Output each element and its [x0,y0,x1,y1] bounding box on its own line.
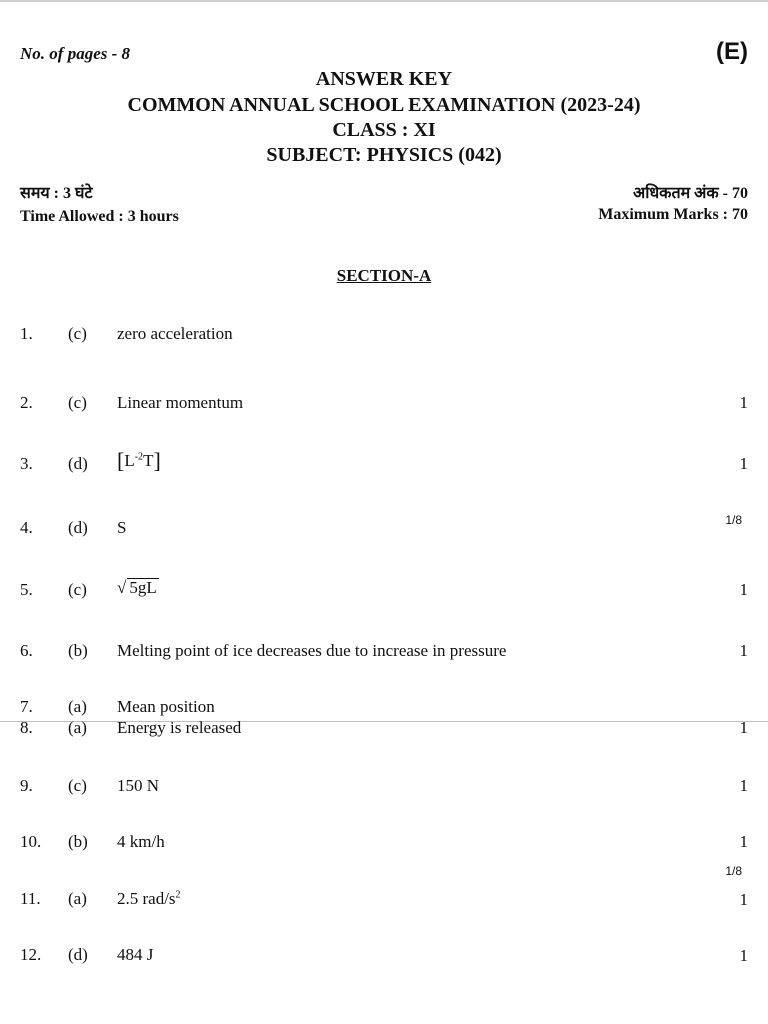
time-hindi: समय : 3 घंटे [20,185,93,202]
answer-option: (b) [68,641,88,660]
question-number: 9. [20,776,33,795]
answer-option: (d) [68,454,88,473]
page-fold-line [0,721,768,722]
answer-mark: 1 [739,641,748,660]
bracket-open: [ [117,448,125,473]
question-number: 3. [20,454,33,473]
answer-mark: 1 [739,454,748,473]
answer-text: 2.5 rad/$s^2$ [117,889,181,908]
answer-mark: 1 [739,946,748,965]
answer-text: 150 N [117,776,160,795]
exam-name: COMMON ANNUAL SCHOOL EXAMINATION (2023-24) [127,94,641,116]
answer-text: Melting point of ice decreases due to increase in pressure [117,641,507,660]
answer-mark: 1 [739,832,748,851]
class-label: CLASS : XI [332,119,436,141]
answer-text: S [117,518,127,537]
answer-option: (b) [68,832,88,851]
question-number: 5. [20,580,33,599]
bracket-close: ] [153,448,161,473]
question-number: 4. [20,518,33,537]
paper-code: (E) [716,38,748,65]
sqrt-icon: √ [117,578,127,597]
answer-mark: 1 [739,776,748,795]
answer-text: 4 km/h [117,832,165,851]
answer-option: (a) [68,718,87,737]
margin-note: 1/8 [725,513,742,527]
answer-option: (c) [68,776,87,795]
section-heading: SECTION-A [336,266,432,285]
answer-formula: √ 5gL [117,578,157,597]
time-allowed: Time Allowed : 3 hours [20,208,179,225]
answer-option: (d) [68,945,88,964]
answer-mark: 1 [739,718,748,737]
answer-text: Energy is released [117,718,242,737]
answer-option: (d) [68,518,88,537]
maximum-marks: Maximum Marks : 70 [598,206,748,223]
margin-note: 1/8 [725,864,742,878]
answer-mark: 1 [739,580,748,599]
question-number: 10. [20,832,42,851]
answer-option: (a) [68,697,87,716]
question-number: 8. [20,718,33,737]
question-number: 6. [20,641,33,660]
answer-text: Linear momentum [117,393,244,412]
top-edge [0,0,768,2]
answer-text: zero acceleration [117,324,233,343]
doc-title: ANSWER KEY [315,68,453,90]
answer-mark: 1 [739,393,748,412]
question-number: 12. [20,945,42,964]
answer-mark: 1 [739,890,748,909]
answer-option: (c) [68,393,87,412]
answer-text: 484 J [117,945,154,964]
question-number: 7. [20,697,33,716]
subject-label: SUBJECT: PHYSICS (042) [266,144,502,166]
question-number: 1. [20,324,33,343]
answer-text: Mean position [117,697,215,716]
answer-option: (c) [68,580,87,599]
answer-option: (a) [68,889,87,908]
marks-hindi: अधिकतम अंक - 70 [632,185,748,202]
answer-formula: $[L^{-2}T]$ [117,448,161,473]
question-number: 11. [20,889,41,908]
question-number: 2. [20,393,33,412]
answer-option: (c) [68,324,87,343]
page-count: No. of pages - 8 [20,44,131,63]
